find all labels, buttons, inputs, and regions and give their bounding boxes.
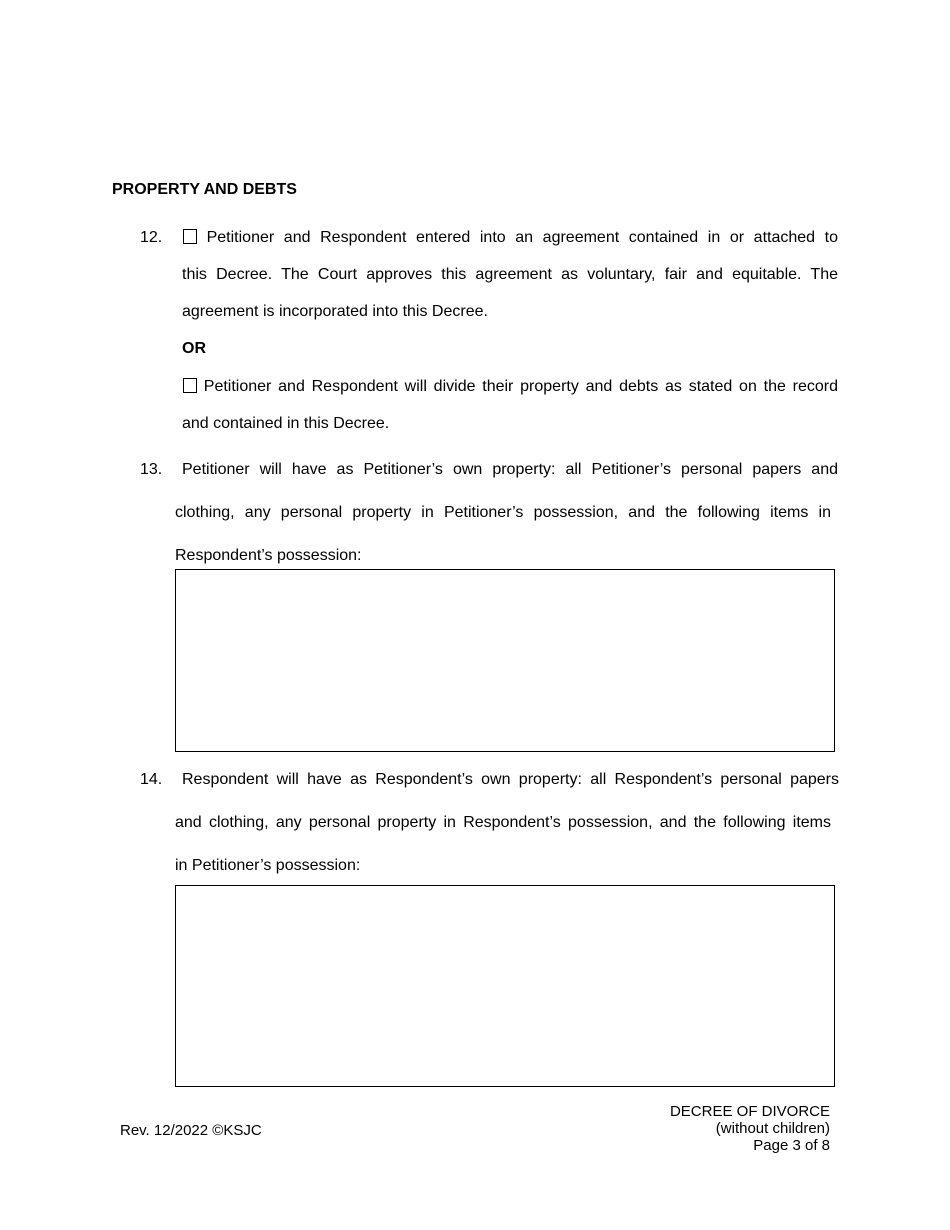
footer-doc-title: DECREE OF DIVORCE [669, 1103, 830, 1120]
item-12-option-a-checkbox[interactable] [183, 229, 197, 244]
item-12-option-b-line-2: and contained in this Decree. [182, 415, 390, 432]
footer-doc-subtitle: (without children) [715, 1120, 830, 1137]
item-14-property-field[interactable] [175, 885, 835, 1087]
item-12-option-a-text-1: Petitioner and Respondent entered into an agreement contained in or attached to [206, 229, 838, 246]
item-13-number: 13. [140, 461, 163, 478]
item-12-or-label: OR [182, 340, 206, 357]
item-12-number: 12. [140, 229, 163, 246]
section-heading: PROPERTY AND DEBTS [112, 181, 297, 198]
item-13-line-1: Petitioner will have as Petitioner’s own property: all Petitioner’s personal papers and [182, 461, 838, 478]
item-14-line-3: in Petitioner’s possession: [175, 857, 361, 874]
item-14-line-1: Respondent will have as Respondent’s own property: all Respondent’s personal papers [182, 771, 839, 788]
item-12-option-a-line-2: this Decree. The Court approves this agreement as voluntary, fair and equitable. The [182, 266, 838, 283]
item-12-option-b-line-1 [183, 378, 838, 396]
footer-page-number: Page 3 of 8 [753, 1137, 830, 1154]
footer-document-info [670, 1103, 830, 1154]
item-12-option-b-checkbox[interactable] [183, 378, 197, 393]
item-14-line-2: and clothing, any personal property in Respondent’s possession, and the following items [175, 814, 831, 831]
item-12-option-a-line-1 [183, 229, 838, 247]
item-13-line-3: Respondent’s possession: [175, 547, 362, 564]
item-13-property-field[interactable] [175, 569, 835, 752]
footer-revision: Rev. 12/2022 ©KSJC [120, 1122, 262, 1139]
item-14-number: 14. [140, 771, 163, 788]
item-12-option-a-line-3: agreement is incorporated into this Decree. [182, 303, 488, 320]
item-12-option-b-text-1: Petitioner and Respondent will divide their property and debts as stated on the record [203, 378, 838, 395]
item-13-line-2: clothing, any personal property in Petitioner’s possession, and the following items in [175, 504, 831, 521]
